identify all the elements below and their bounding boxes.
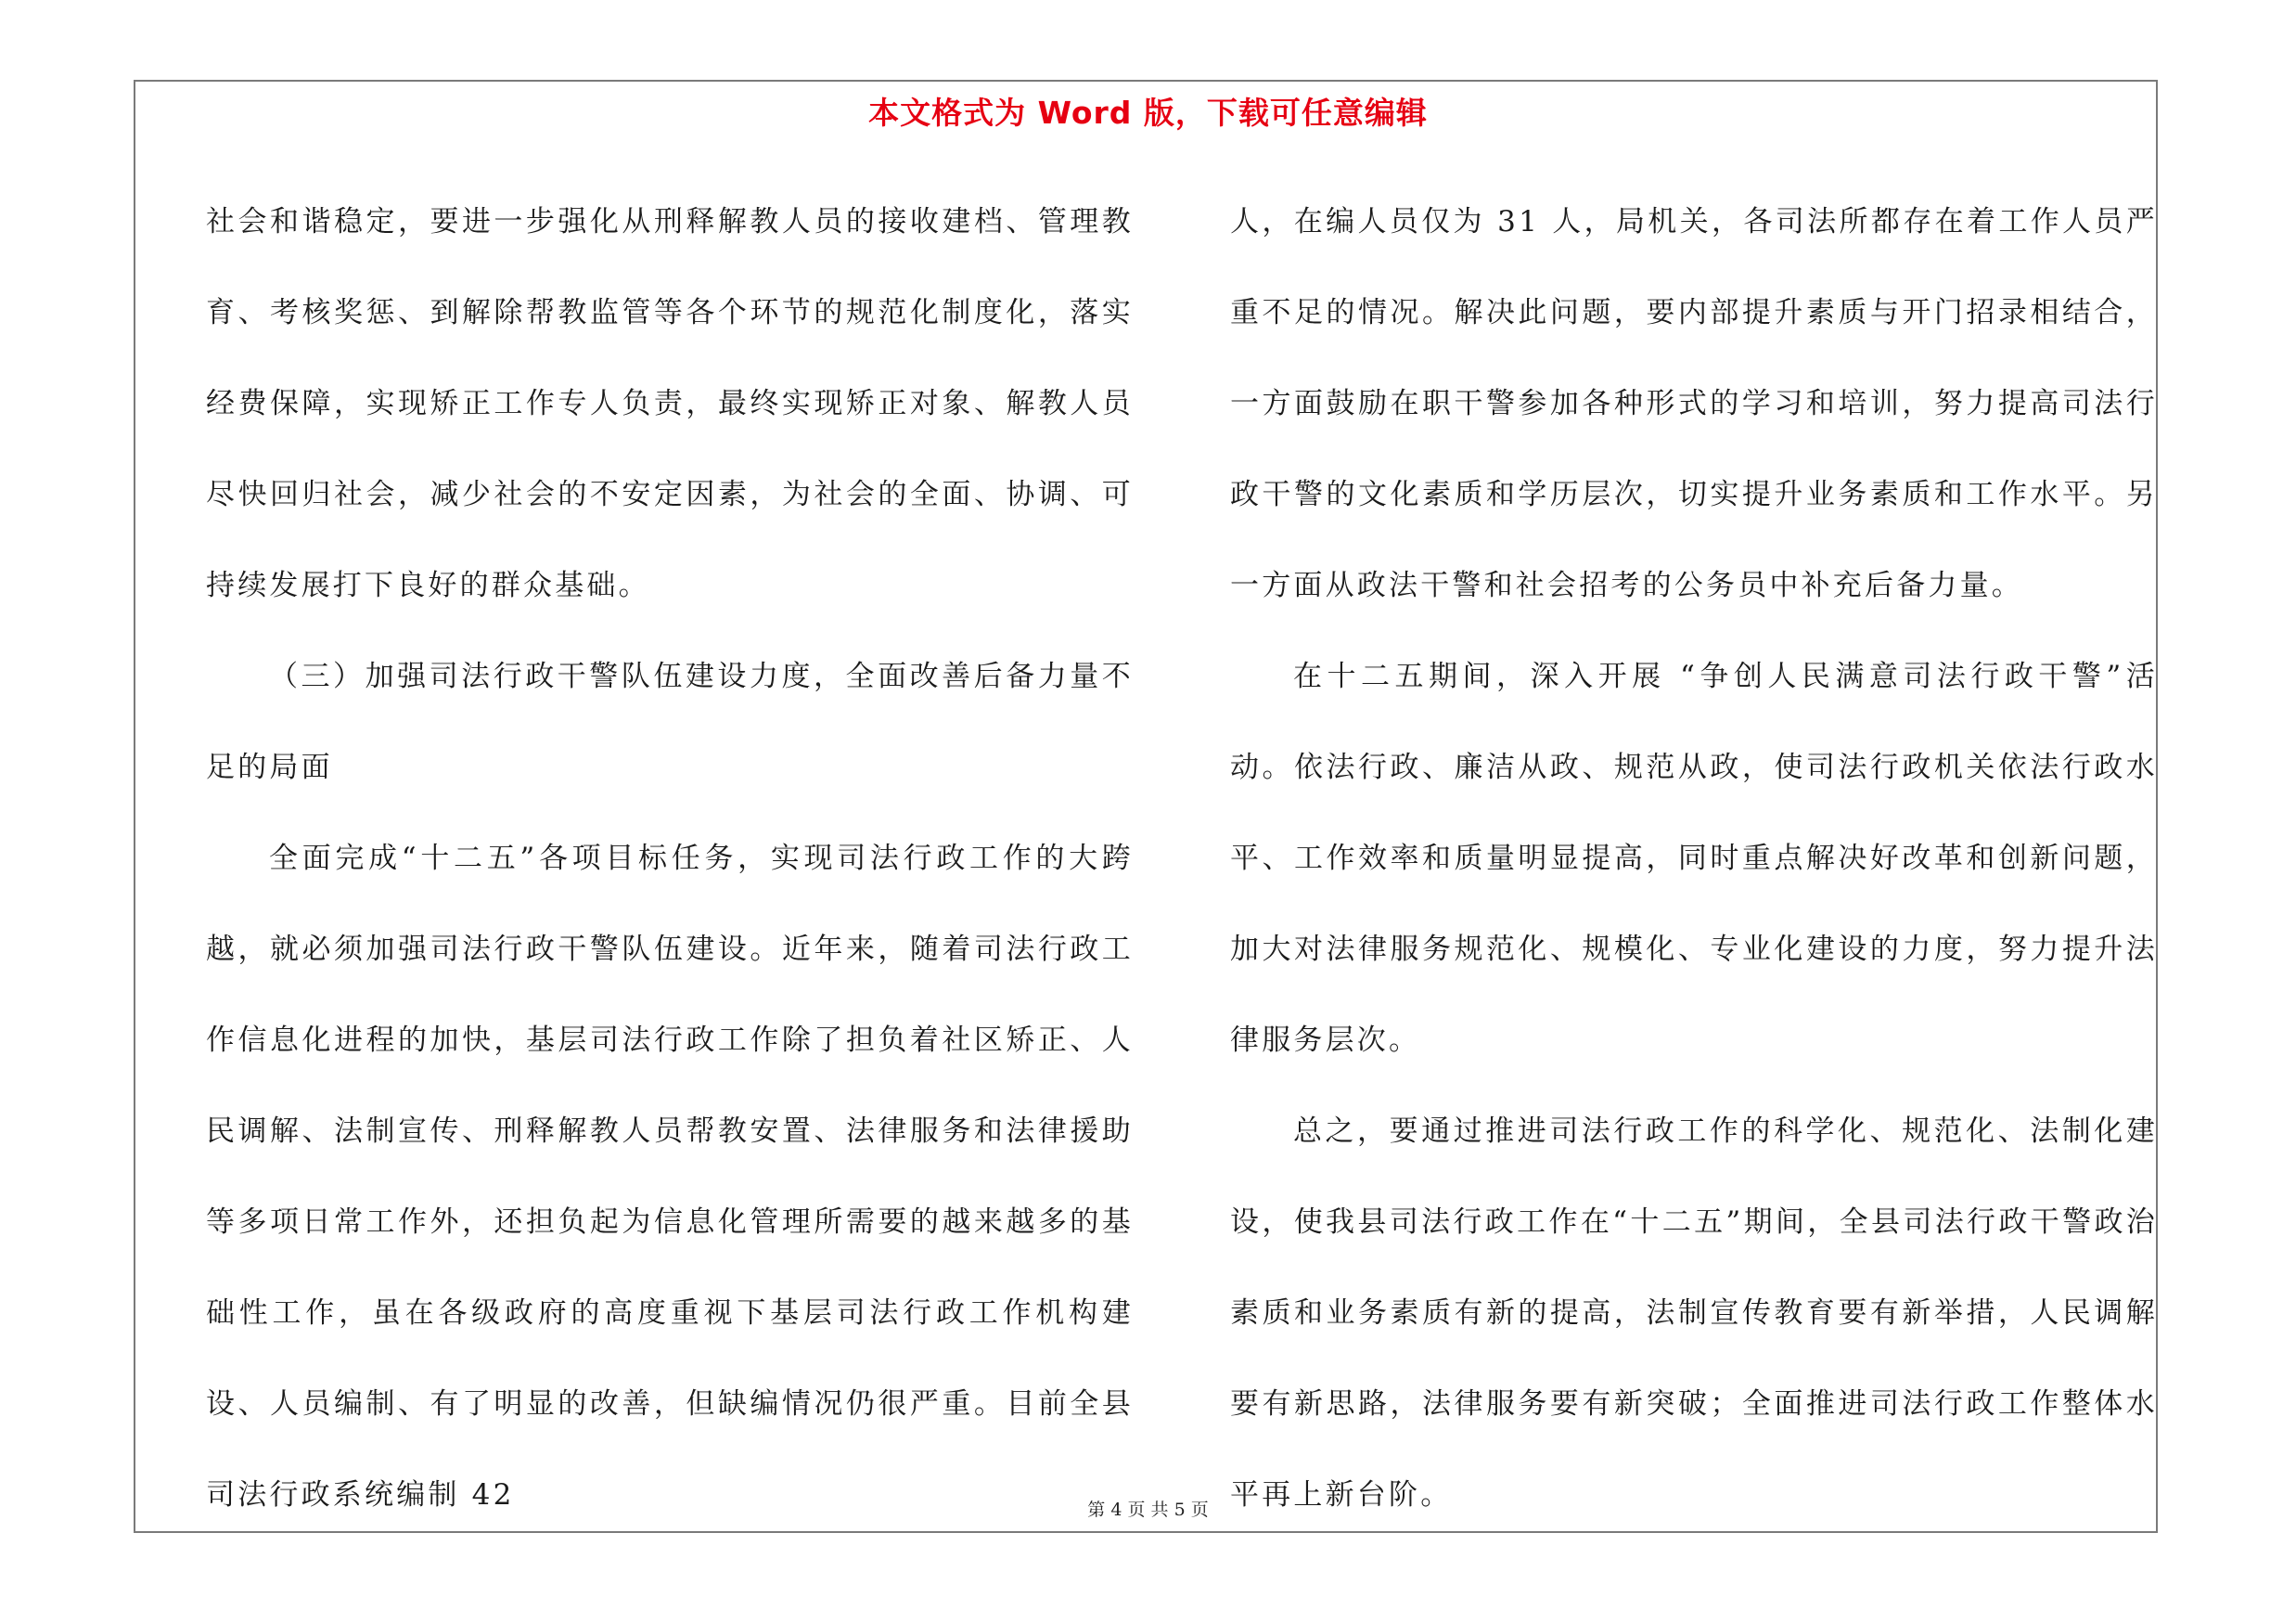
word-format-banner: 本文格式为 Word 版，下载可任意编辑 (868, 95, 1428, 131)
paragraph: 全面完成“十二五”各项目标任务，实现司法行政工作的大跨越，就必须加强司法行政干警队伍建设。近年来，随着司法行政工作信息化进程的加快，基层司法行政工作除了担负着社区矫正、人民调解、法制宣传、刑释解教人员帮教安置、法律服务和法律援助等多项日常工作外，还担负起为信息化管理所需要的越来越多的基础性工作，虽在各级政府的高度重视下基层司法行政工作机构建设、人员编制、有了明显的改善，但缺编情况仍很严重。目前全县司法行政系统编制 42 (206, 842, 1134, 1512)
section-heading-3: （三）加强司法行政干警队伍建设力度，全面改善后备力量不足的局面 (206, 660, 1134, 784)
paragraph-conclusion: 总之，要通过推进司法行政工作的科学化、规范化、法制化建设，使我县司法行政工作在“十二五”期间，全县司法行政干警政治素质和业务素质有新的提高，法制宣传教育要有新举措，人民调解要有新思路，法律服务要有新突破；全面推进司法行政工作整体水平再上新台阶。 (1230, 1114, 2158, 1512)
left-column (206, 176, 1134, 1540)
paragraph-continuation: 社会和谐稳定，要进一步强化从刑释解教人员的接收建档、管理教育、考核奖惩、到解除帮教监管等各个环节的规范化制度化，落实经费保障，实现矫正工作专人负责，最终实现矫正对象、解教人员尽快回归社会，减少社会的不安定因素，为社会的全面、协调、可持续发展打下良好的群众基础。 (206, 205, 1134, 602)
footer-prefix: 第 (1087, 1500, 1106, 1520)
footer-middle: 页 共 (1127, 1500, 1169, 1520)
footer-current-page: 4 (1110, 1500, 1122, 1520)
right-column (1230, 176, 2158, 1540)
footer-suffix: 页 (1190, 1500, 1209, 1520)
footer-total-pages: 5 (1174, 1500, 1186, 1520)
page-number-footer (0, 1496, 2296, 1521)
paragraph-continuation: 人，在编人员仅为 31 人，局机关，各司法所都存在着工作人员严重不足的情况。解决此问题，要内部提升素质与开门招录相结合，一方面鼓励在职干警参加各种形式的学习和培训，努力提高司法行政干警的文化素质和学历层次，切实提升业务素质和工作水平。另一方面从政法干警和社会招考的公务员中补充后备力量。 (1230, 205, 2158, 602)
paragraph: 在十二五期间，深入开展 “争创人民满意司法行政干警”活动。依法行政、廉洁从政、规范从政，使司法行政机关依法行政水平、工作效率和质量明显提高，同时重点解决好改革和创新问题，加大对法律服务规范化、规模化、专业化建设的力度，努力提升法律服务层次。 (1230, 660, 2158, 1057)
